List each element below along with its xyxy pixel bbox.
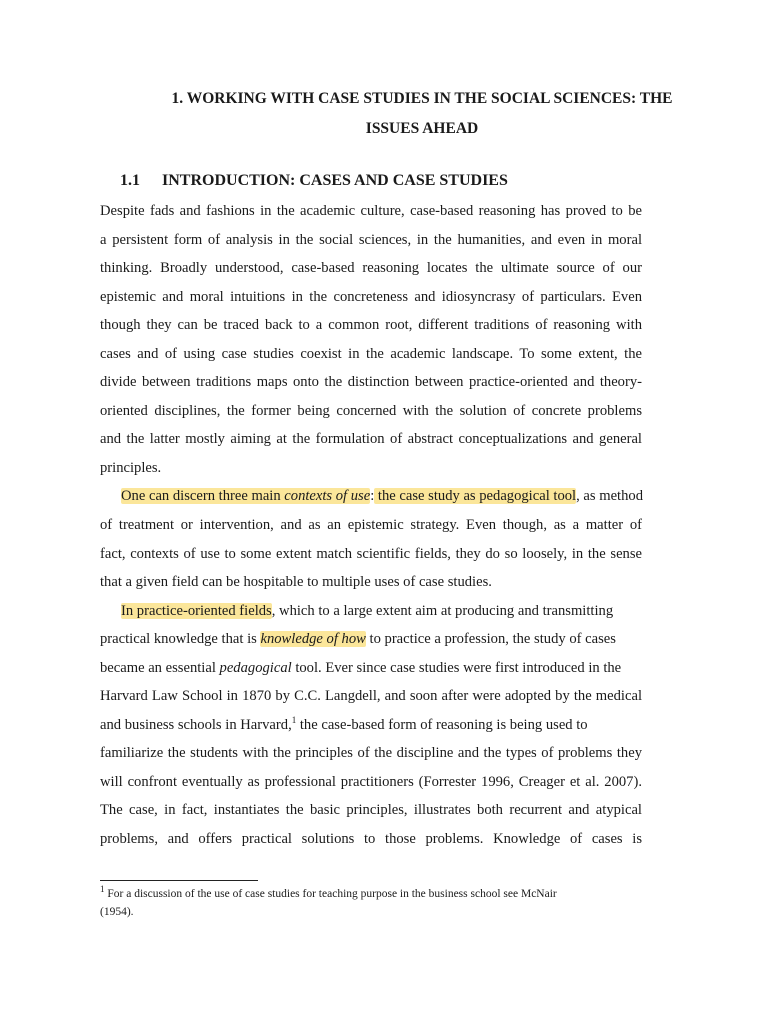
- text-line: [100, 654, 642, 683]
- text-line: Harvard Law School in 1870 by C.C. Langdell, and soon after were adopted by the medical: [100, 688, 642, 705]
- section-heading: [120, 170, 508, 192]
- highlight: the case study as pedagogical tool: [374, 488, 577, 505]
- footnote-divider: [100, 880, 258, 881]
- italic-term: pedagogical: [219, 659, 292, 676]
- text-line: of treatment or intervention, and as an epistemic strategy. Even though, as a matter of: [100, 517, 642, 534]
- paragraph-2: [100, 482, 642, 596]
- text-fragment: to practice a profession, the study of cases: [365, 631, 616, 648]
- text-line: divide between traditions maps onto the distinction between practice-oriented and theory-: [100, 374, 642, 391]
- text-line: oriented disciplines, the former being concerned with the solution of concrete problems: [100, 402, 642, 419]
- text-fragment: , which to a large extent aim at producing and transmitting: [271, 602, 614, 619]
- paragraph-1: [100, 197, 642, 482]
- text-line: Despite fads and fashions in the academic culture, case-based reasoning has proved to be: [100, 203, 642, 219]
- text-fragment: practical knowledge that is: [100, 631, 261, 648]
- highlight: In practice-oriented fields: [121, 602, 272, 619]
- text-line: that a given field can be hospitable to multiple uses of case studies.: [100, 574, 492, 591]
- text-line: [100, 482, 642, 511]
- footnote-line: [100, 885, 642, 903]
- text-line: problems, and offers practical solutions to those problems. Knowledge of cases is: [100, 831, 642, 848]
- body-text: [100, 197, 642, 854]
- paragraph-3: [100, 597, 642, 854]
- text-line: [100, 597, 642, 626]
- italic-term: knowledge of how: [260, 631, 366, 648]
- text-line: though they can be traced back to a common root, different traditions of reasoning with: [100, 317, 642, 334]
- section-number: 1.1: [120, 172, 140, 189]
- section-title: INTRODUCTION: CASES AND CASE STUDIES: [162, 172, 508, 189]
- footnote: [100, 885, 642, 921]
- chapter-title: [100, 84, 744, 144]
- text-line: familiarize the students with the principles of the discipline and the types of problems they: [100, 745, 642, 762]
- text-fragment: the case-based form of reasoning is being used to: [296, 716, 588, 733]
- text-line: will confront eventually as professional practitioners (Forrester 1996, Creager et al. 2007).: [100, 773, 642, 790]
- text-line: and the latter mostly aiming at the formulation of abstract conceptualizations and general: [100, 431, 642, 448]
- text-line: principles.: [100, 459, 162, 476]
- chapter-title-line: ISSUES AHEAD: [365, 120, 479, 137]
- text-line: cases and of using case studies coexist in the academic landscape. To some extent, the: [100, 345, 642, 362]
- text-line: [100, 711, 642, 740]
- text-fragment: :: [370, 488, 375, 505]
- text-fragment: , as method: [576, 488, 643, 505]
- text-line: fact, contexts of use to some extent match scientific fields, they do so loosely, in the sense: [100, 545, 642, 562]
- footnote-line: (1954).: [100, 906, 134, 918]
- text-line: The case, in fact, instantiates the basic principles, illustrates both recurrent and atypical: [100, 802, 642, 819]
- text-line: thinking. Broadly understood, case-based reasoning locates the ultimate source of our: [100, 260, 642, 277]
- highlighted-text: One can discern three main: [121, 488, 285, 505]
- text-line: a persistent form of analysis in the social sciences, in the humanities, and even in moral: [100, 231, 642, 248]
- text-fragment: became an essential: [100, 659, 220, 676]
- text-fragment: tool. Ever since case studies were first introduced in the: [291, 659, 622, 676]
- highlight: [121, 488, 370, 504]
- italic-term: contexts of use: [284, 488, 371, 505]
- text-line: epistemic and moral intuitions in the concreteness and idiosyncrasy of particulars. Even: [100, 288, 642, 305]
- chapter-title-line: 1. WORKING WITH CASE STUDIES IN THE SOCIAL SCIENCES: THE: [171, 90, 673, 107]
- footnote-text: For a discussion of the use of case studies for teaching purpose in the business school see McNair: [104, 888, 557, 900]
- footnote-marker[interactable]: 1: [291, 714, 297, 725]
- text-line: [100, 625, 642, 654]
- footnote-number: 1: [100, 884, 105, 895]
- text-fragment: and business schools in Harvard,: [100, 716, 292, 733]
